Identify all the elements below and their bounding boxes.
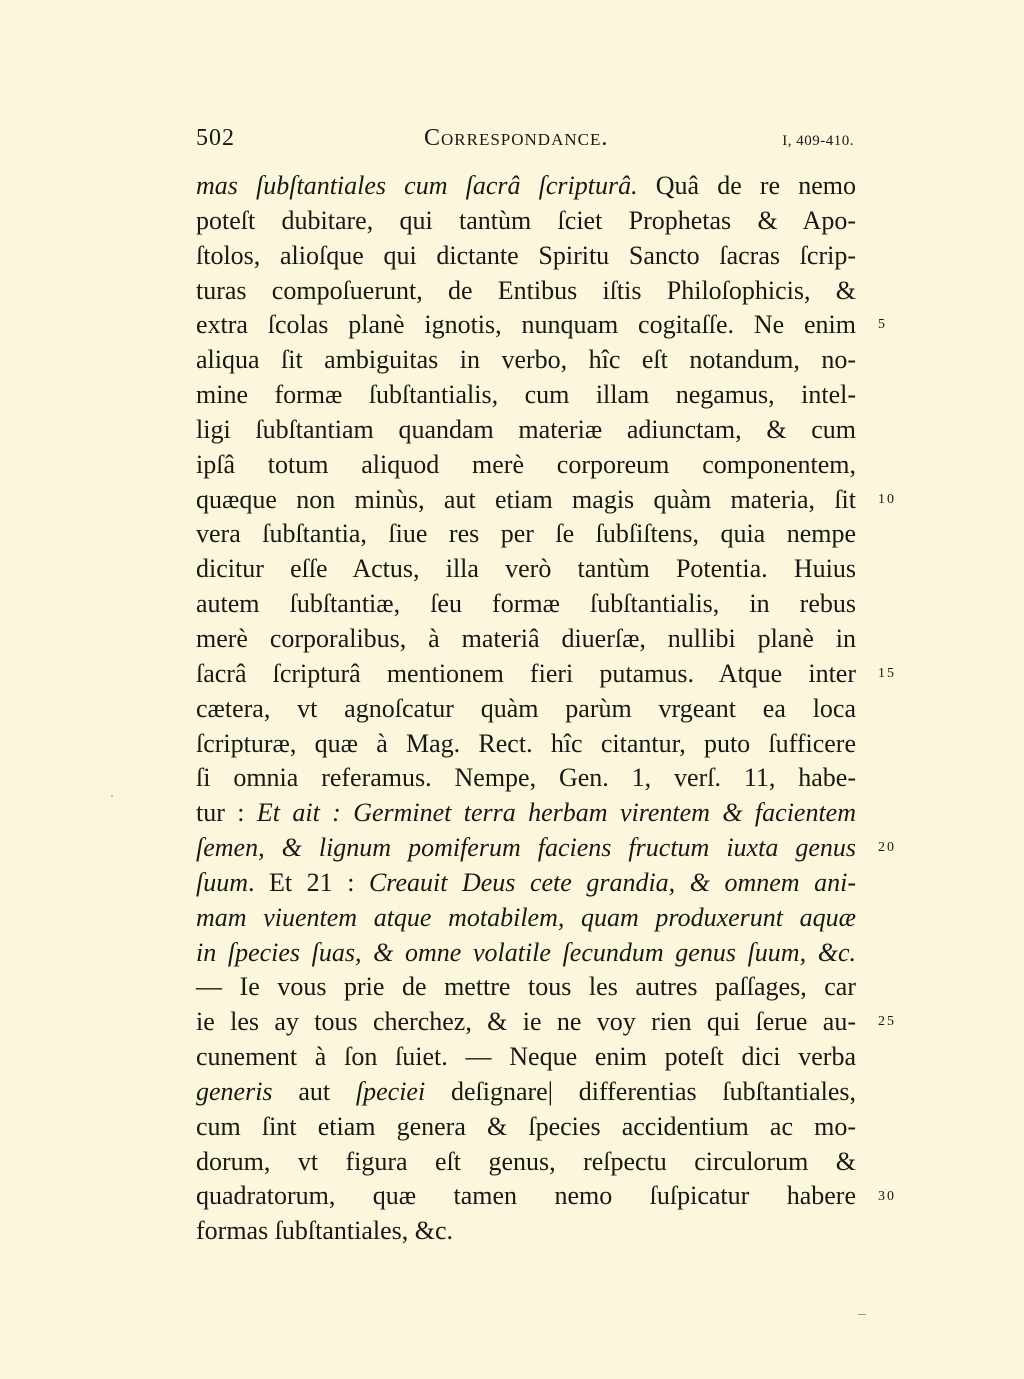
text-segment: ligi ſubſtantiam quandam materiæ adiunctam, & cum xyxy=(196,414,856,444)
page-header xyxy=(196,120,856,156)
margin-line-number: 5 xyxy=(878,317,887,333)
text-line xyxy=(196,866,856,901)
page-number: 502 xyxy=(196,125,235,151)
text-segment: merè corporalibus, à materiâ diuerſæ, nullibi planè in xyxy=(196,623,856,653)
text-line xyxy=(196,413,856,448)
text-segment: extra ſcolas planè ignotis, nunquam cogitaſſe. Ne enim xyxy=(196,310,856,340)
text-line xyxy=(196,831,856,866)
text-line xyxy=(196,901,856,936)
margin-line-number: 30 xyxy=(878,1188,896,1204)
text-segment: dorum, vt figura eſt genus, reſpectu circulorum & xyxy=(196,1146,856,1176)
text-line xyxy=(196,552,856,587)
text-line xyxy=(196,1075,856,1110)
italic-text: Creauit Deus cete grandia, & omnem ani- xyxy=(368,867,856,897)
text-line xyxy=(196,727,856,762)
text-segment: . Et 21 : xyxy=(248,867,369,897)
italic-text: in ſpecies ſuas, & omne volatile ſecundum genus ſuum, &c. xyxy=(196,937,856,967)
footer-mark xyxy=(858,1314,866,1315)
text-line xyxy=(196,1179,856,1214)
text-line xyxy=(196,343,856,378)
text-segment: ſacrâ ſcripturâ mentionem fieri putamus. Atque inter xyxy=(196,658,856,688)
italic-text: ſemen, & lignum pomiferum faciens fructum iuxta genus xyxy=(196,833,856,863)
text-segment: poteſt dubitare, qui tantùm ſciet Prophetas & Apo- xyxy=(196,205,856,235)
text-segment: vera ſubſtantia, ſiue res per ſe ſubſiſtens, quia nempe xyxy=(196,519,856,549)
text-segment: ſtolos, alioſque qui dictante Spiritu Sancto ſacras ſcrip- xyxy=(196,240,856,270)
italic-text: ſuum xyxy=(196,867,248,897)
body-text xyxy=(196,169,856,1249)
text-line xyxy=(196,448,856,483)
italic-text: ſpeciei xyxy=(355,1076,426,1106)
text-segment: dicitur eſſe Actus, illa verò tantùm Potentia. Huius xyxy=(196,554,856,584)
text-line xyxy=(196,483,856,518)
text-line xyxy=(196,239,856,274)
text-segment: formas ſubſtantiales, &c. xyxy=(196,1216,454,1246)
running-head: Correspondance. xyxy=(424,125,609,151)
italic-text: generis xyxy=(196,1076,273,1106)
margin-line-number: 10 xyxy=(878,491,896,507)
text-line xyxy=(196,1214,856,1249)
text-segment: — Ie vous prie de mettre tous les autres paſſages, car xyxy=(196,972,856,1002)
text-line xyxy=(196,517,856,552)
text-line xyxy=(196,378,856,413)
italic-text: Et ait : Germinet terra herbam virentem & facientem xyxy=(256,798,856,828)
text-line xyxy=(196,274,856,309)
italic-text: mam viuentem atque motabilem, quam produxerunt aquæ xyxy=(196,902,856,932)
text-segment: Quâ de re nemo xyxy=(637,171,856,200)
text-line xyxy=(196,1110,856,1145)
text-segment: quæque non minùs, aut etiam magis quàm materia, ſit xyxy=(196,484,856,514)
text-segment: mine formæ ſubſtantialis, cum illam negamus, intel- xyxy=(196,380,856,410)
text-segment: aliqua ſit ambiguitas in verbo, hîc eſt notandum, no- xyxy=(196,345,856,375)
text-line xyxy=(196,1005,856,1040)
text-line xyxy=(196,622,856,657)
text-line xyxy=(196,970,856,1005)
text-line xyxy=(196,169,856,204)
text-segment: tur : xyxy=(196,798,257,828)
text-segment: ſi omnia referamus. Nempe, Gen. 1, verſ. 11, habe- xyxy=(196,763,856,793)
text-segment: ie les ay tous cherchez, & ie ne voy rien qui ſerue au- xyxy=(196,1007,856,1037)
text-line xyxy=(196,761,856,796)
text-segment: autem ſubſtantiæ, ſeu formæ ſubſtantialis, in rebus xyxy=(196,589,856,619)
text-segment: ipſâ totum aliquod merè corporeum componentem, xyxy=(196,449,856,479)
margin-line-number: 20 xyxy=(878,840,896,856)
text-segment: deſignare| differentias ſubſtantiales, xyxy=(425,1076,856,1106)
text-segment: aut xyxy=(272,1076,356,1106)
text-line xyxy=(196,936,856,971)
text-segment: cum ſint etiam genera & ſpecies accidentium ac mo- xyxy=(196,1111,856,1141)
text-segment: cætera, vt agnoſcatur quàm parùm vrgeant ea loca xyxy=(196,693,856,723)
text-line xyxy=(196,796,856,831)
text-line xyxy=(196,1145,856,1180)
text-segment: quadratorum, quæ tamen nemo ſuſpicatur habere xyxy=(196,1181,856,1211)
italic-text: mas ſubſtantiales cum ſacrâ ſcripturâ. xyxy=(196,171,638,200)
paper-speck xyxy=(111,795,113,797)
text-line xyxy=(196,204,856,239)
text-line xyxy=(196,587,856,622)
text-segment: turas compoſuerunt, de Entibus iſtis Philoſophicis, & xyxy=(196,275,856,305)
text-line xyxy=(196,308,856,343)
text-line xyxy=(196,1040,856,1075)
text-line xyxy=(196,692,856,727)
volume-reference: I, 409-410. xyxy=(782,133,854,149)
text-segment: ſcripturæ, quæ à Mag. Rect. hîc citantur, puto ſufficere xyxy=(196,728,856,758)
text-line xyxy=(196,657,856,692)
margin-line-number: 25 xyxy=(878,1014,896,1030)
margin-line-number: 15 xyxy=(878,665,896,681)
text-segment: cunement à ſon ſuiet. — Neque enim poteſt dici verba xyxy=(196,1042,856,1072)
